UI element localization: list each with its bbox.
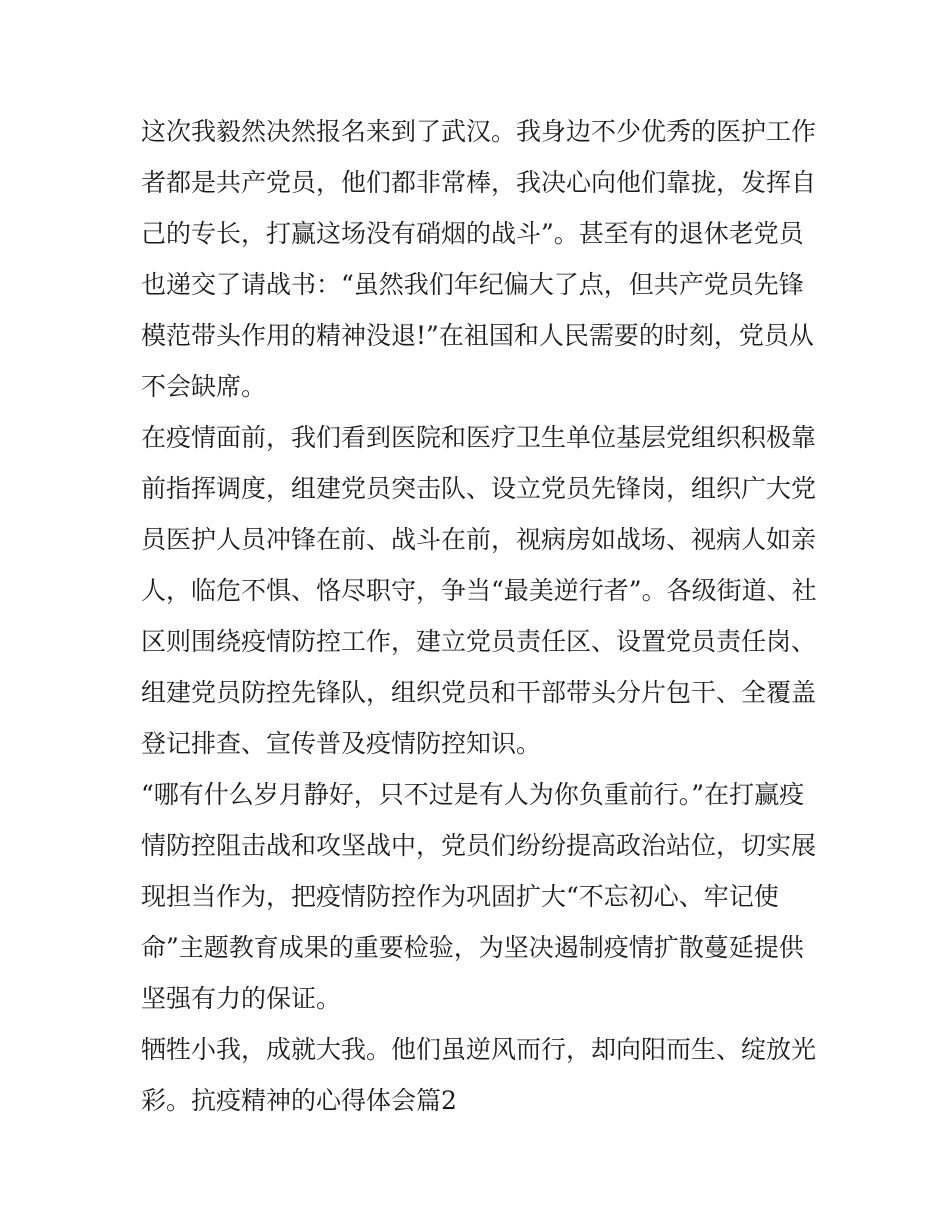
body-text <box>141 106 821 1126</box>
text-line: 组建党员防控先锋队，组织党员和干部带头分片包干、全覆盖 <box>141 678 817 707</box>
text-line: 命”主题教育成果的重要检验，为坚决遏制疫情扩散蔓延提供 <box>141 933 804 962</box>
text-line: “哪有什么岁月静好，只不过是有人为你负重前行。”在打赢疫 <box>141 780 805 809</box>
text-line: 区则围绕疫情防控工作，建立党员责任区、设置党员责任岗、 <box>141 627 817 656</box>
text-line: 牺牲小我，成就大我。他们虽逆风而行，却向阳而生、绽放光 <box>141 1035 817 1064</box>
text-line: 人，临危不惧、恪尽职守，争当“最美逆行者”。各级街道、社 <box>141 576 817 605</box>
text-line: 这次我毅然决然报名来到了武汉。我身边不少优秀的医护工作 <box>141 117 817 146</box>
text-line: 现担当作为，把疫情防控作为巩固扩大“不忘初心、牢记使 <box>141 882 779 911</box>
text-line: 前指挥调度，组建党员突击队、设立党员先锋岗，组织广大党 <box>141 474 817 503</box>
text-line: 不会缺席。 <box>141 372 267 401</box>
text-line: 员医护人员冲锋在前、战斗在前，视病房如战场、视病人如亲 <box>141 525 817 554</box>
text-line: 己的专长，打赢这场没有硝烟的战斗”。甚至有的退休老党员 <box>141 219 804 248</box>
text-line: 也递交了请战书：“虽然我们年纪偏大了点，但共产党员先锋 <box>141 270 804 299</box>
text-line: 者都是共产党员，他们都非常棒，我决心向他们靠拢，发挥自 <box>141 168 817 197</box>
text-line: 坚强有力的保证。 <box>141 984 342 1013</box>
text-line: 模范带头作用的精神没退!”在祖国和人民需要的时刻，党员从 <box>141 321 814 350</box>
text-line: 情防控阻击战和攻坚战中，党员们纷纷提高政治站位，切实展 <box>141 831 817 860</box>
text-line: 在疫情面前，我们看到医院和医疗卫生单位基层党组织积极靠 <box>141 423 817 452</box>
text-line: 彩。抗疫精神的心得体会篇2 <box>141 1086 457 1115</box>
text-line: 登记排查、宣传普及疫情防控知识。 <box>141 729 542 758</box>
